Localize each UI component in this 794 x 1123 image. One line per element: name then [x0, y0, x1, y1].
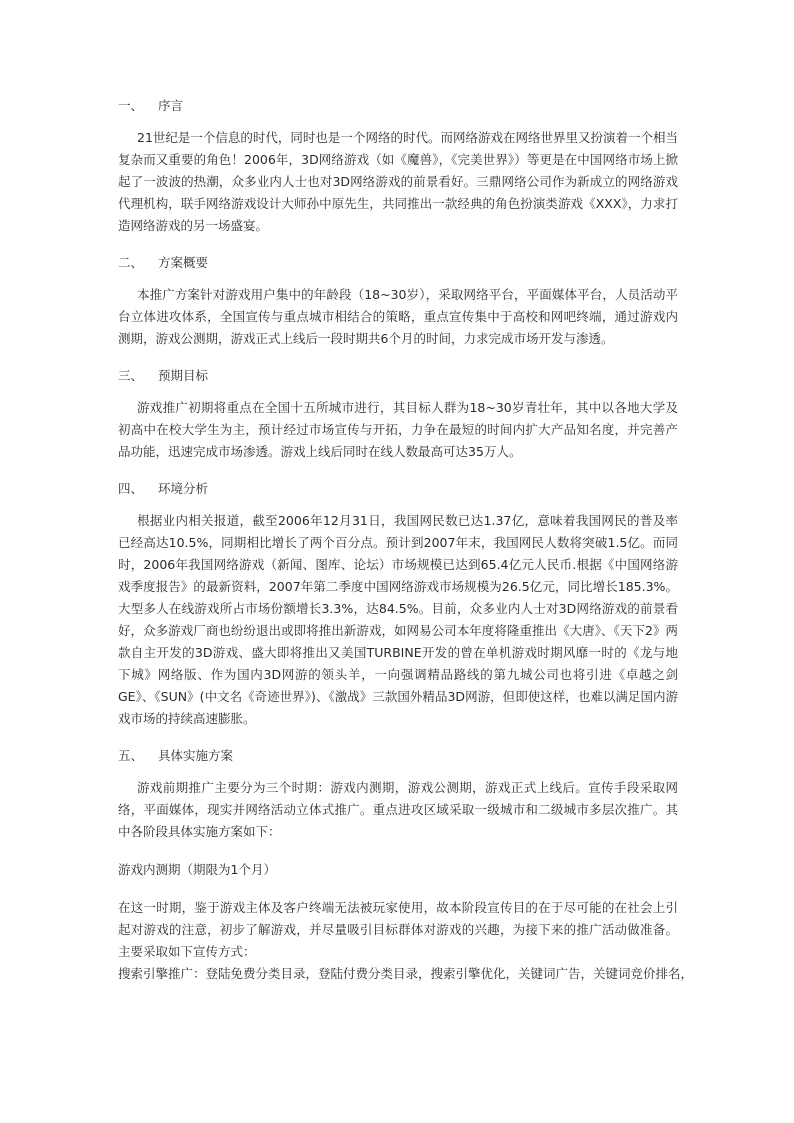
section-heading-environment — [118, 479, 678, 499]
section-body-implementation: 游戏前期推广主要分为三个时期：游戏内测期，游戏公测期，游戏正式上线后。宣传手段采取网络，平面媒体，现实并网络活动立体式推广。重点进攻区域采取一级城市和二级城市多层次推广。其中各阶段具体实施方案如下： — [118, 780, 678, 839]
section-body-environment: 根据业内相关报道，截至2006年12月31日，我国网民数已达1.37亿，意味着我国网民的普及率已经高达10.5%，同期相比增长了两个百分点。预计到2007年末，我国网民人数将突破1.5亿。而同时，2006年我国网络游戏（新闻、图库、论坛）市场规模已达到65.4亿元人民币.根据《中国网络游戏季度报告》的最新资料，2007年第二季度中国网络游戏市场规模为26.5亿元，同比增长185.3%。大型多人在线游戏所占市场份额增长3.3%，达84.5%。目前，众多业内人士对3D网络游戏的前景看好，众多游戏厂商也纷纷退出或即将推出新游戏，如网易公司本年度将隆重推出《大唐》、《天下2》两款自主开发的3D游戏、盛大即将推出又美国TURBINE开发的曾在单机游戏时期风靡一时的《龙与地下城》网络版、作为国内3D网游的领头羊，一向强调精品路线的第九城公司也将引进《卓越之剑GE》、《SUN》(中文名《奇迹世界》)、《激战》三款国外精品3D网游，但即使这样，也难以满足国内游戏市场的持续高速膨胀。 — [118, 513, 678, 726]
phase-title: 游戏内测期（期限为1个月） — [118, 862, 276, 877]
section-title: 方案概要 — [158, 255, 209, 270]
section-number: 三、 — [118, 368, 144, 383]
section-number: 一、 — [118, 98, 144, 113]
section-heading-overview — [118, 253, 678, 273]
phase-last-line: 搜索引擎推广：登陆免费分类目录，登陆付费分类目录，搜索引擎优化，关键词广告，关键词竞价排名， — [118, 966, 694, 981]
section-title: 具体实施方案 — [158, 748, 234, 763]
section-title: 环境分析 — [158, 481, 209, 496]
section-body-preface: 21世纪是一个信息的时代，同时也是一个网络的时代。而网络游戏在网络世界里又扮演着一个相当复杂而又重要的角色！2006年，3D网络游戏（如《魔兽》，《完美世界》）等更是在中国网络市场上掀起了一波波的热潮，众多业内人士也对3D网络游戏的前景看好。三鼎网络公司作为新成立的网络游戏代理机构，联手网络游戏设计大师孙中原先生，共同推出一款经典的角色扮演类游戏《XXX》，力求打造网络游戏的另一场盛宴。 — [118, 130, 678, 233]
section-number: 四、 — [118, 481, 144, 496]
section-title: 序言 — [158, 98, 184, 113]
section-heading-preface — [118, 96, 678, 116]
section-number: 二、 — [118, 255, 144, 270]
section-body-overview: 本推广方案针对游戏用户集中的年龄段（18~30岁），采取网络平台，平面媒体平台，人员活动平台立体进攻体系，全国宣传与重点城市相结合的策略，重点宣传集中于高校和网吧终端，通过游戏内测期，游戏公测期，游戏正式上线后一段时期共6个月的时间，力求完成市场开发与渗透。 — [118, 287, 678, 346]
section-title: 预期目标 — [158, 368, 209, 383]
section-number: 五、 — [118, 748, 144, 763]
document-page — [118, 96, 694, 985]
section-heading-implementation — [118, 746, 678, 766]
section-body-goals: 游戏推广初期将重点在全国十五所城市进行，其目标人群为18~30岁青壮年，其中以各地大学及初高中在校大学生为主，预计经过市场宣传与开拓，力争在最短的时间内扩大产品知名度，并完善产品功能，迅速完成市场渗透。游戏上线后同时在线人数最高可达35万人。 — [118, 400, 678, 459]
phase-body: 在这一时期，鉴于游戏主体及客户终端无法被玩家使用，故本阶段宣传目的在于尽可能的在社会上引起对游戏的注意，初步了解游戏，并尽量吸引目标群体对游戏的兴趣，为接下来的推广活动做准备。主要采取如下宣传方式： — [118, 900, 678, 959]
section-heading-goals — [118, 366, 678, 386]
